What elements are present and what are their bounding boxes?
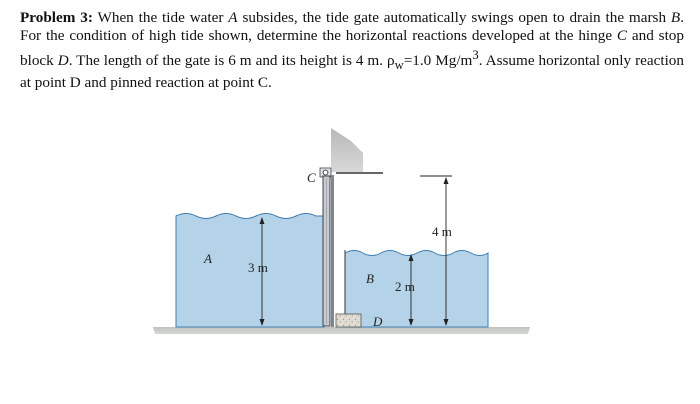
label-4m: 4 m [432,224,452,239]
label-A: A [204,251,212,266]
problem-text-4: and stop block [20,27,684,69]
cubic-superscript: 3 [472,47,479,62]
label-C: C [307,170,316,185]
label-B: B [366,271,374,286]
var-D: D [57,51,69,69]
upper-support [331,128,363,172]
marsh-water-B [345,251,488,328]
label-3m: 3 m [248,260,268,275]
problem-text-1: When the tide water [92,9,229,26]
problem-text-5: . The length of the gate is 6 m and its height is 4 m. ρ [68,51,395,69]
label-2m: 2 m [395,279,415,294]
ground [153,327,530,334]
marsh-left-wall [331,175,334,327]
problem-heading: Problem 3: [20,9,93,26]
problem-text-7: . Assume horizontal only reaction at point D and pinned reaction at point C. [20,51,684,92]
var-A: A [228,9,238,26]
problem-text-3: . For the condition of high tide shown, determine the horizontal reactions developed at the hinge [20,9,684,45]
var-B: B [670,9,681,26]
problem-text-2: subsides, the tide gate automatically swings open to drain the marsh [237,9,671,26]
rho-subscript: w [394,57,404,72]
label-D: D [373,314,383,329]
problem-text-6: =1.0 Mg/m [403,51,473,69]
hinge-pin-C [323,170,328,175]
var-C: C [616,27,628,45]
stop-block-D [336,314,361,327]
